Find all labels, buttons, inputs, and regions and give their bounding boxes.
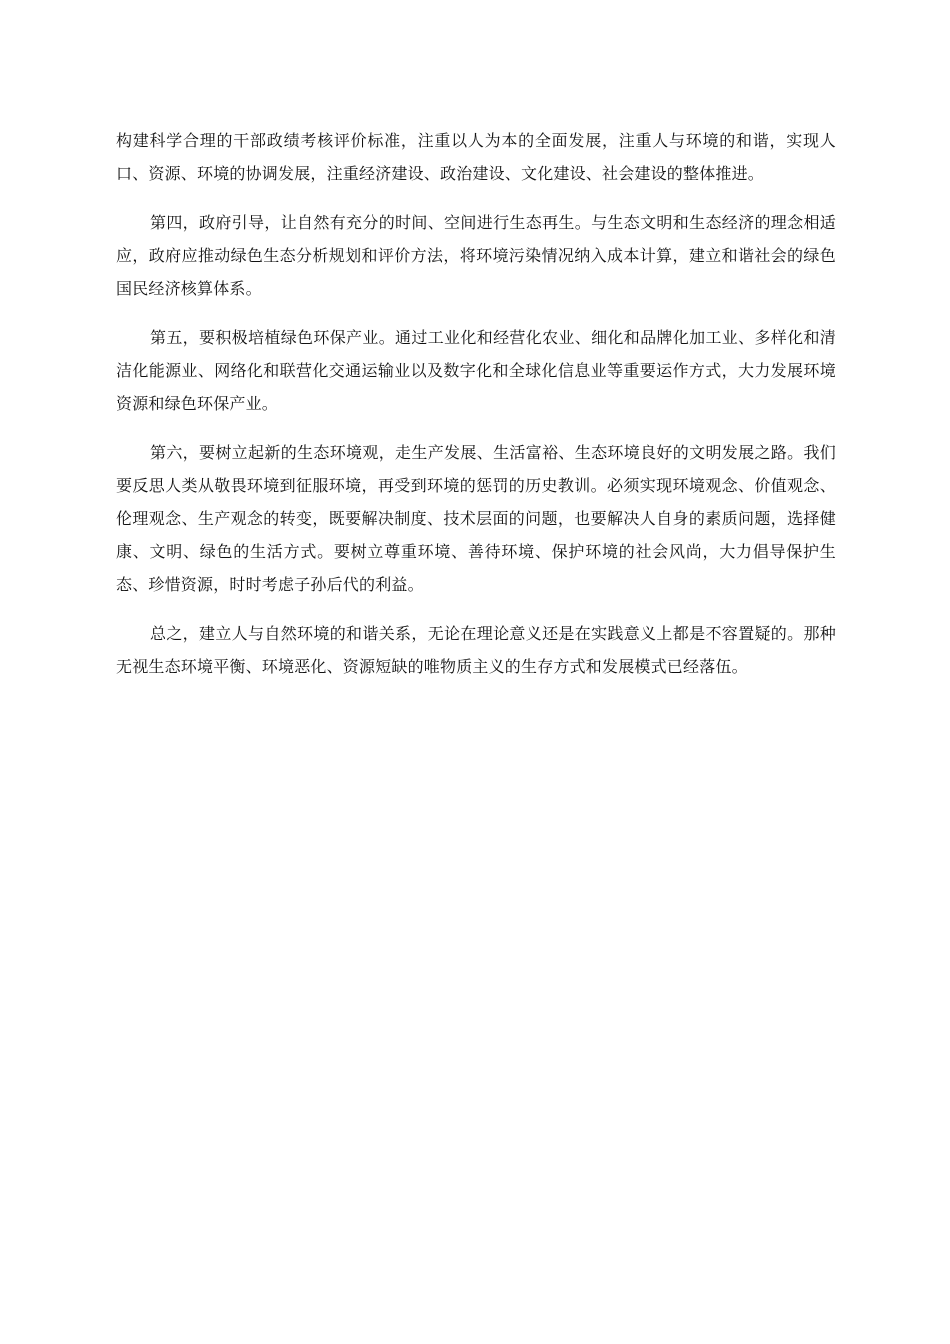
paragraph-conclusion: 总之，建立人与自然环境的和谐关系，无论在理论意义还是在实践意义上都是不容置疑的。那种无视生态环境平衡、环境恶化、资源短缺的唯物质主义的生存方式和发展模式已经落伍。: [116, 624, 836, 676]
paragraph-continuation: 构建科学合理的干部政绩考核评价标准，注重以人为本的全面发展，注重人与环境的和谐，实现人口、资源、环境的协调发展，注重经济建设、政治建设、文化建设、社会建设的整体推进。: [116, 131, 836, 183]
document-body: [116, 124, 836, 699]
paragraph-fourth: 第四，政府引导，让自然有充分的时间、空间进行生态再生。与生态文明和生态经济的理念相适应，政府应推动绿色生态分析规划和评价方法，将环境污染情况纳入成本计算，建立和谐社会的绿色国民经济核算体系。: [116, 213, 836, 298]
paragraph-sixth: 第六，要树立起新的生态环境观，走生产发展、生活富裕、生态环境良好的文明发展之路。我们要反思人类从敬畏环境到征服环境，再受到环境的惩罚的历史教训。必须实现环境观念、价值观念、伦理观念、生产观念的转变，既要解决制度、技术层面的问题，也要解决人自身的素质问题，选择健康、文明、绿色的生活方式。要树立尊重环境、善待环境、保护环境的社会风尚，大力倡导保护生态、珍惜资源，时时考虑子孙后代的利益。: [116, 443, 836, 594]
paragraph-fifth: 第五，要积极培植绿色环保产业。通过工业化和经营化农业、细化和品牌化加工业、多样化和清洁化能源业、网络化和联营化交通运输业以及数字化和全球化信息业等重要运作方式，大力发展环境资源和绿色环保产业。: [116, 328, 836, 413]
